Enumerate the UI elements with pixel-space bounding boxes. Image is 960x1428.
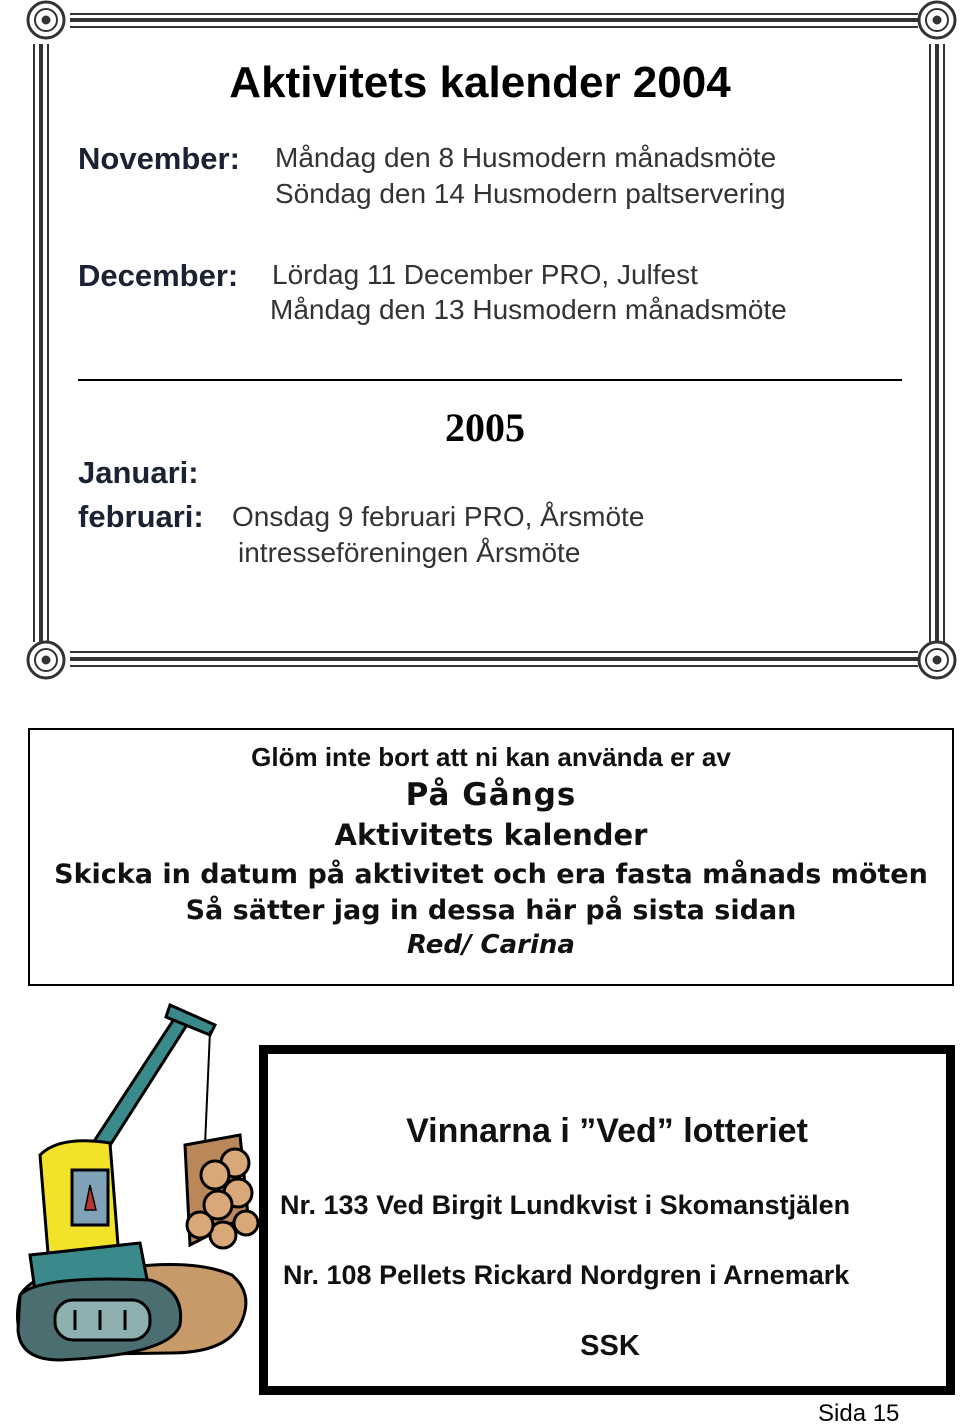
calendar-title: Aktivitets kalender 2004 — [229, 58, 731, 107]
event-entry: Lördag 11 December PRO, Julfest — [272, 259, 698, 290]
event-entry: Onsdag 9 februari PRO, Årsmöte — [232, 501, 645, 532]
month-label-november: November: — [78, 141, 240, 176]
month-label-januari: Januari: — [78, 455, 199, 490]
event-entry: intresseföreningen Årsmöte — [238, 537, 581, 568]
month-label-februari: februari: — [78, 499, 204, 534]
publication-name: På Gångs — [405, 777, 577, 813]
reminder-box — [28, 728, 954, 986]
month-label-december: December: — [78, 258, 239, 293]
editor-signature: Red/ Carina — [407, 930, 575, 960]
event-entry: Söndag den 14 Husmodern paltservering — [275, 178, 786, 209]
event-entry: Måndag den 8 Husmodern månadsmöte — [275, 142, 777, 173]
corner-ornament-tr — [919, 2, 955, 38]
reminder-line: Så sätter jag in dessa här på sista sidan — [185, 895, 797, 926]
winner-entry: Nr. 133 Ved Birgit Lundkvist i Skomanstjälen — [280, 1190, 851, 1220]
year-heading: 2005 — [445, 405, 525, 450]
reminder-line: Glöm inte bort att ni kan använda er av — [251, 742, 731, 772]
corner-ornament-br — [919, 642, 955, 678]
publication-section: Aktivitets kalender — [334, 818, 648, 852]
winners-title: Vinnarna i ”Ved” lotteriet — [406, 1112, 808, 1150]
page-number: Sida 15 — [818, 1400, 900, 1427]
corner-ornament-tl — [28, 2, 64, 38]
organizer-signature: SSK — [580, 1330, 640, 1362]
event-entry: Måndag den 13 Husmodern månadsmöte — [270, 294, 787, 325]
reminder-line: Skicka in datum på aktivitet och era fasta månads möten — [54, 859, 928, 890]
winners-box — [259, 1045, 955, 1395]
corner-ornament-bl — [28, 642, 64, 678]
forestry-machine-illustration — [0, 995, 300, 1415]
winner-entry: Nr. 108 Pellets Rickard Nordgren i Arnemark — [283, 1260, 850, 1290]
